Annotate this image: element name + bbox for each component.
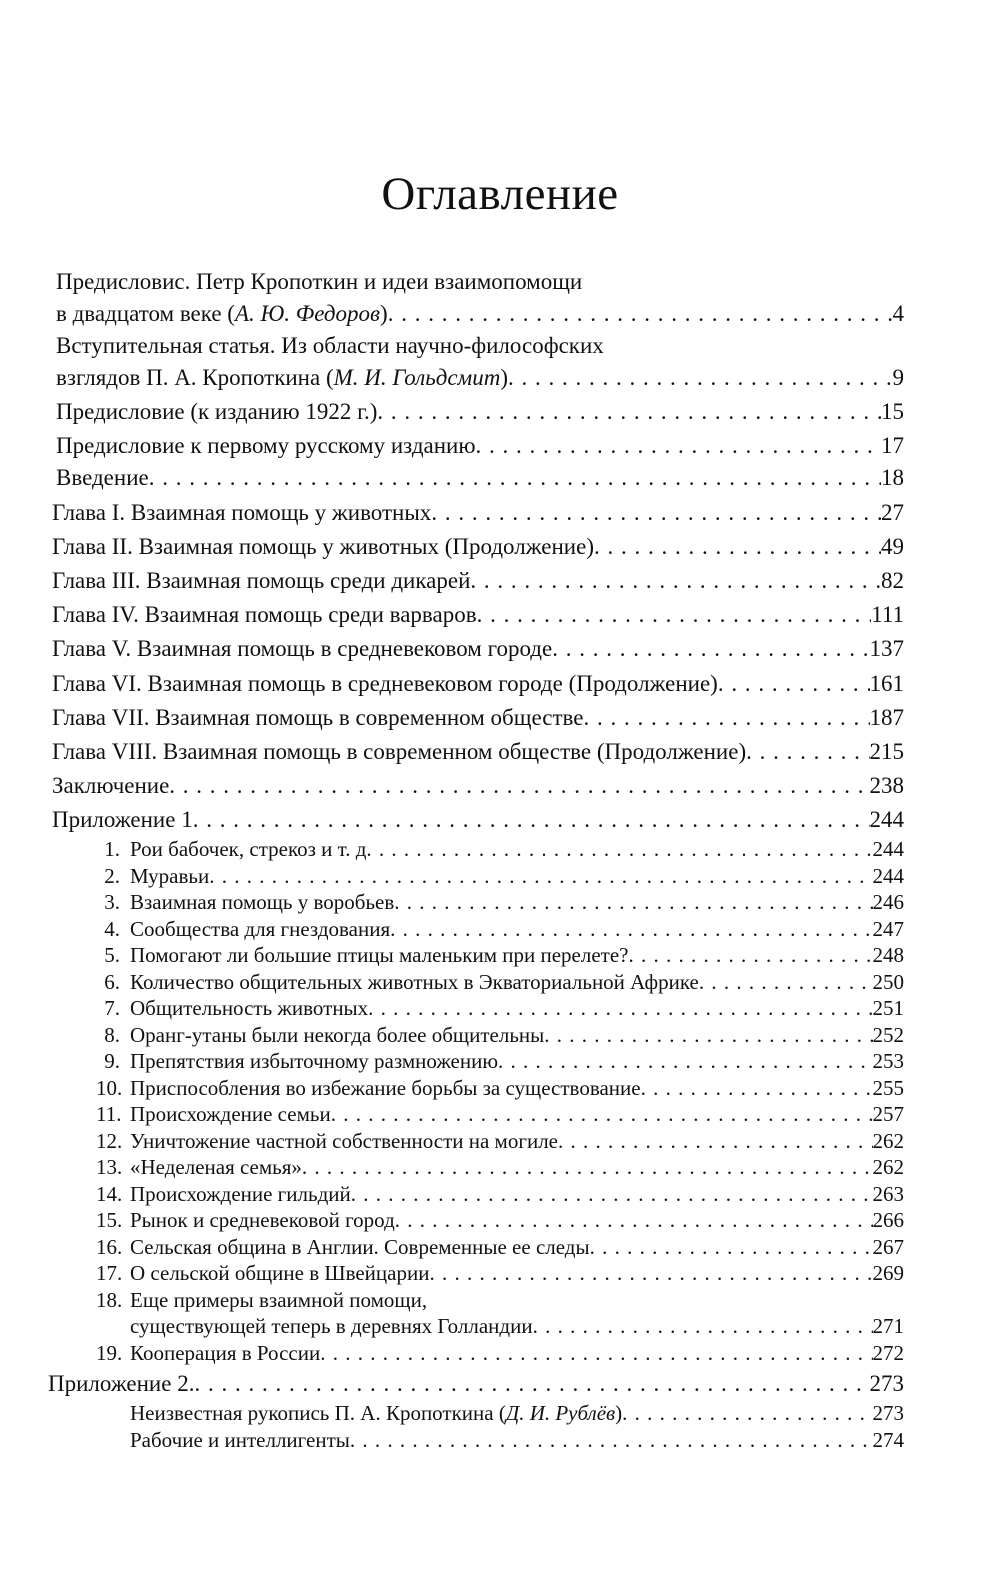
entry-page: 262 (872, 1155, 904, 1179)
entry-page: 252 (872, 1023, 904, 1047)
appendix1-item (96, 863, 904, 889)
entry-page: 82 (881, 568, 904, 593)
entry-page: 247 (872, 917, 904, 941)
dot-leader (431, 497, 881, 529)
item-number: 19. (96, 1341, 123, 1365)
dot-leader (390, 916, 872, 942)
appendix1-item (96, 1234, 904, 1260)
dot-leader (331, 1101, 873, 1127)
toc-entry (52, 633, 904, 665)
dot-leader (552, 633, 869, 665)
dot-leader (149, 462, 881, 494)
appendix1-item (96, 1128, 904, 1154)
entry-title: Приспособления во избежание борьбы за существование (130, 1076, 641, 1100)
appendix1-item (96, 1101, 904, 1127)
entry-title: Рынок и средневековой город (130, 1208, 395, 1232)
appendix1-item (96, 889, 904, 915)
dot-leader (476, 430, 881, 462)
item-number: 14. (96, 1182, 123, 1206)
item-number: 16. (96, 1235, 123, 1259)
entry-page: 246 (872, 890, 904, 914)
toc-entry (52, 804, 904, 836)
entry-title: «Неделеная семья» (130, 1155, 302, 1179)
appendix1-item (96, 1287, 904, 1339)
dot-leader (302, 1154, 873, 1180)
dot-leader (699, 969, 873, 995)
entry-page: 244 (872, 837, 904, 861)
entry-page: 266 (872, 1208, 904, 1232)
entry-title: Глава VIII. Взаимная помощь в современном обществе (Продолжение) (52, 739, 747, 764)
entry-page: 255 (872, 1076, 904, 1100)
dot-leader (583, 702, 869, 734)
dot-leader (470, 565, 881, 597)
dot-leader (394, 889, 872, 915)
entry-title: Уничтожение частной собственности на могиле (130, 1129, 558, 1153)
toc-entry (56, 462, 904, 494)
dot-leader (590, 1234, 873, 1260)
entry-page: 267 (872, 1235, 904, 1259)
entry-page: 187 (869, 705, 904, 730)
entry-page: 251 (872, 996, 904, 1020)
appendix1-item (96, 1154, 904, 1180)
toc-entry-intro-goldsmit (56, 330, 904, 394)
entry-title: Неизвестная рукопись П. А. Кропоткина (Д. И. Рублёв) (130, 1401, 623, 1425)
entry-title: Глава I. Взаимная помощь у животных (52, 500, 432, 525)
toc-entry (52, 565, 904, 597)
entry-page: 111 (871, 602, 904, 627)
entry-page: 15 (881, 399, 904, 424)
entry-page: 250 (872, 970, 904, 994)
entry-page: 262 (872, 1129, 904, 1153)
entry-page: 269 (872, 1261, 904, 1285)
entry-title: Муравьи (130, 864, 210, 888)
entry-title: Приложение 1 (52, 807, 193, 832)
entry-page: 253 (872, 1049, 904, 1073)
entry-title: Рабочие и интеллигенты (130, 1428, 350, 1452)
entry-title: Оранг-утаны были некогда более общительны (130, 1023, 545, 1047)
entry-title-line1: Вступительная статья. Из области научно-философских (56, 333, 604, 358)
dot-leader (594, 531, 881, 563)
dot-leader (169, 770, 869, 802)
item-number: 13. (96, 1155, 123, 1179)
entry-page: 248 (872, 943, 904, 967)
entry-title: Происхождение семьи (130, 1102, 331, 1126)
entry-title-line2: взглядов П. А. Кропоткина (М. И. Гольдсмит) (56, 365, 508, 390)
dot-leader (628, 942, 872, 968)
toc-entry (52, 770, 904, 802)
item-number: 7. (104, 996, 120, 1020)
item-number: 15. (96, 1208, 123, 1232)
appendix1-item (96, 1260, 904, 1286)
entry-title: Кооперация в России (130, 1341, 321, 1365)
entry-title: О сельской общине в Швейцарии (130, 1261, 430, 1285)
toc-entry (52, 736, 904, 768)
entry-title: Заключение (52, 773, 170, 798)
entry-page: 272 (872, 1341, 904, 1365)
item-number: 8. (104, 1023, 120, 1047)
entry-page: 4 (892, 301, 904, 326)
toc-entry-preface-fedorov (56, 266, 904, 330)
dot-leader (366, 836, 872, 862)
dot-leader (533, 1313, 873, 1339)
dot-leader (544, 1022, 872, 1048)
appendix1-item (96, 1022, 904, 1048)
dot-leader (641, 1075, 873, 1101)
appendix2-item (130, 1427, 904, 1453)
item-number: 9. (104, 1049, 120, 1073)
entry-page: 244 (869, 807, 904, 832)
entry-title: Глава III. Взаимная помощь среди дикарей (52, 568, 471, 593)
entry-title-line1: Предисловиc. Петр Кропоткин и идеи взаимопомощи (56, 269, 583, 294)
dot-leader (350, 1427, 873, 1453)
entry-page: 257 (872, 1102, 904, 1126)
entry-page: 9 (892, 365, 904, 390)
entry-title: Сообщества для гнездования (130, 917, 391, 941)
entry-page: 263 (872, 1182, 904, 1206)
entry-page: 49 (881, 534, 904, 559)
appendix1-item (96, 1340, 904, 1366)
entry-title: Глава V. Взаимная помощь в средневековом городе (52, 636, 553, 661)
dot-leader (193, 804, 870, 836)
entry-title: Препятствия избыточному размножению (130, 1049, 499, 1073)
dot-leader (320, 1340, 872, 1366)
entry-page: 161 (869, 671, 904, 696)
entry-page: 215 (869, 739, 904, 764)
entry-page: 274 (872, 1428, 904, 1452)
entry-title: Глава VII. Взаимная помощь в современном обществе (52, 705, 584, 730)
appendix1-item (96, 836, 904, 862)
dot-leader (429, 1260, 872, 1286)
entry-title: Сельская община в Англии. Современные ее следы (130, 1235, 590, 1259)
toc-entry-appendix2 (48, 1368, 904, 1400)
appendix1-item (96, 916, 904, 942)
entry-page: 238 (869, 773, 904, 798)
entry-title: Количество общительных животных в Экваториальной Африке (130, 970, 699, 994)
item-number: 2. (104, 864, 120, 888)
appendix2-item (130, 1400, 904, 1426)
dot-leader (508, 362, 893, 394)
item-number: 5. (104, 943, 120, 967)
dot-leader (558, 1128, 873, 1154)
dot-leader (368, 995, 872, 1021)
entry-title: Предисловие к первому русскому изданию (56, 433, 476, 458)
toc-entry (56, 396, 904, 428)
item-number: 4. (104, 917, 120, 941)
dot-leader (351, 1181, 873, 1207)
item-number: 18. (96, 1288, 123, 1312)
dot-leader (395, 1207, 873, 1233)
appendix1-item (96, 969, 904, 995)
item-number: 17. (96, 1261, 123, 1285)
entry-title: Приложение 2. (48, 1371, 195, 1396)
entry-author: М. И. Гольдсмит (333, 365, 501, 390)
toc-entry (52, 497, 904, 529)
appendix1-item (96, 1207, 904, 1233)
appendix1-item (96, 1048, 904, 1074)
item-number: 3. (104, 890, 120, 914)
entry-page: 18 (881, 465, 904, 490)
entry-page: 271 (872, 1314, 904, 1338)
dot-leader (746, 736, 869, 768)
dot-leader (209, 863, 872, 889)
entry-title: Введение (56, 465, 149, 490)
entry-author: Д. И. Рублёв (505, 1401, 616, 1425)
item-number: 12. (96, 1129, 123, 1153)
dot-leader (388, 298, 893, 330)
entry-page: 273 (872, 1401, 904, 1425)
entry-page: 273 (869, 1371, 904, 1396)
entry-page: 137 (869, 636, 904, 661)
entry-title: Глава IV. Взаимная помощь среди варваров (52, 602, 477, 627)
entry-title-line1: Еще примеры взаимной помощи, (130, 1288, 428, 1312)
entry-title-line2: существующей теперь в деревнях Голландии (130, 1314, 533, 1338)
entry-page: 244 (872, 864, 904, 888)
entry-title: Взаимная помощь у воробьев (130, 890, 395, 914)
appendix1-item (96, 1075, 904, 1101)
entry-title: Общительность животных (130, 996, 369, 1020)
entry-title: Помогают ли большие птицы маленьким при перелете? (130, 943, 629, 967)
dot-leader (622, 1400, 872, 1426)
entry-title: Происхождение гильдий (130, 1182, 351, 1206)
dot-leader (194, 1368, 869, 1400)
entry-page: 17 (881, 433, 904, 458)
entry-title: Рои бабочек, стрекоз и т. д (130, 837, 367, 861)
item-number: 1. (104, 837, 120, 861)
dot-leader (718, 668, 870, 700)
entry-title: Предисловие (к изданию 1922 г.) (56, 399, 378, 424)
toc-entry (52, 668, 904, 700)
toc-entry (56, 430, 904, 462)
appendix1-item (96, 995, 904, 1021)
toc-entry (52, 531, 904, 563)
entry-author: А. Ю. Федоров (234, 301, 381, 326)
item-number: 10. (96, 1076, 123, 1100)
item-number: 11. (96, 1102, 122, 1126)
dot-leader (498, 1048, 872, 1074)
appendix1-item (96, 1181, 904, 1207)
appendix1-item (96, 942, 904, 968)
entry-page: 27 (881, 500, 904, 525)
dot-leader (477, 599, 872, 631)
toc-entry (52, 702, 904, 734)
entry-title: Глава VI. Взаимная помощь в средневековом городе (Продолжение) (52, 671, 718, 696)
dot-leader (377, 396, 881, 428)
entry-title: Глава II. Взаимная помощь у животных (Продолжение) (52, 534, 594, 559)
page-title: Оглавление (381, 168, 619, 220)
toc-entry (52, 599, 904, 631)
item-number: 6. (104, 970, 120, 994)
entry-title-line2: в двадцатом веке (А. Ю. Федоров) (56, 301, 388, 326)
